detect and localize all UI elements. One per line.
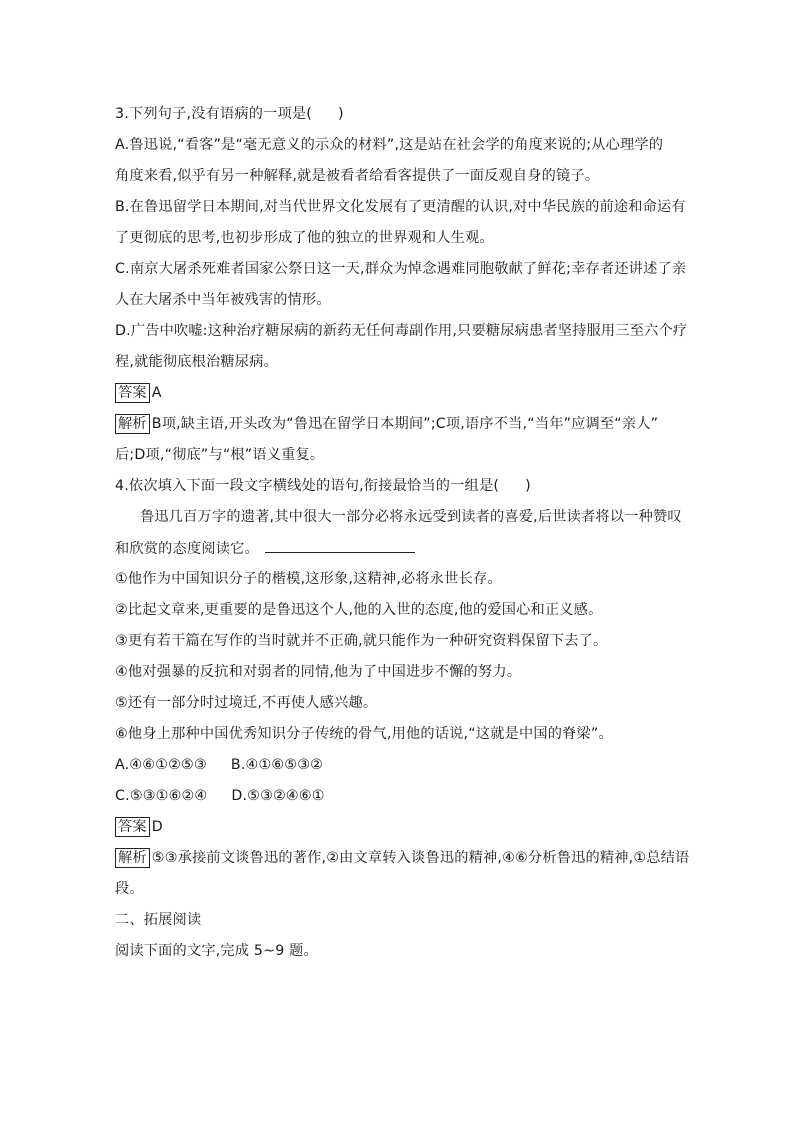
q3-option-a-line2: 角度来看,似乎有另一种解释,就是被看者给看客提供了一面反观自身的镜子。 [115,168,600,184]
q3-option-b-line2: 了更彻底的思考,也初步形成了他的独立的世界观和人生观。 [115,230,494,246]
q3-option-d-line1: D.广告中吹嘘:这种治疗糖尿病的新药无任何毒副作用,只要糖尿病患者坚持服用三至六个疗 [115,323,688,339]
q4-option-c: C.⑤③①⑥②④ [115,788,208,804]
q4-options-ab [115,755,323,775]
q4-answer [115,817,163,837]
section-heading: 二、拓展阅读 [115,912,202,928]
q4-item-4: ④他对强暴的反抗和对弱者的同情,他为了中国进步不懈的努力。 [115,664,522,680]
q3-option-c-line2: 人在大屠杀中当年被残害的情形。 [115,292,331,308]
answer-value: D [151,819,163,835]
answer-value: A [151,385,162,401]
q3-stem: 3.下列句子,没有语病的一项是( ) [115,106,344,122]
q4-option-b: B.④①⑥⑤③② [230,757,324,773]
analysis-tag: 解析 [115,414,150,434]
q4-analysis-line1: 解析 ⑤③承接前文谈鲁迅的著作,②由文章转入谈鲁迅的精神,④⑥分析鲁迅的精神,①总结语 [115,848,689,868]
q3-option-c-line1: C.南京大屠杀死难者国家公祭日这一天,群众为悼念遇难同胞敬献了鲜花;幸存者还讲述了亲 [115,261,687,277]
q4-item-3: ③更有若干篇在写作的当时就并不正确,就只能作为一种研究资料保留下去了。 [115,633,608,649]
q4-item-1: ①他作为中国知识分子的楷模,这形象,这精神,必将永世长存。 [115,571,502,587]
q4-passage-line2: 和欣赏的态度阅读它。 [115,538,415,559]
fill-in-blank [265,538,415,553]
q3-option-d-line2: 程,就能彻底根治糖尿病。 [115,354,278,370]
q4-option-d: D.⑤③②④⑥① [231,788,325,804]
q3-analysis-line1: 解析 B项,缺主语,开头改为“鲁迅在留学日本期间”;C项,语序不当,“当年”应调至“亲人” [115,414,658,434]
q3-option-b-line1: B.在鲁迅留学日本期间,对当代世界文化发展有了更清醒的认识,对中华民族的前途和命运有 [115,199,686,215]
q4-item-5: ⑤还有一部分时过境迁,不再使人感兴趣。 [115,695,378,711]
q3-answer [115,383,162,403]
answer-tag: 答案 [115,817,150,837]
q3-analysis-line2: 后;D项,“彻底”与“根”语义重复。 [115,447,325,463]
q4-option-a: A.④⑥①②⑤③ [115,757,207,773]
section-instruction: 阅读下面的文字,完成 5~9 题。 [115,943,318,959]
q4-passage-line1: 鲁迅几百万字的遗著,其中很大一部分必将永远受到读者的喜爱,后世读者将以一种赞叹 [140,509,682,525]
q4-item-2: ②比起文章来,更重要的是鲁迅这个人,他的入世的态度,他的爱国心和正义感。 [115,602,603,618]
q3-option-a-line1: A.鲁迅说,“看客”是“毫无意义的示众的材料”,这是站在社会学的角度来说的;从心理学的 [115,137,664,153]
q4-item-6: ⑥他身上那种中国优秀知识分子传统的骨气,用他的话说,“这就是中国的脊梁”。 [115,726,613,742]
analysis-tag: 解析 [115,848,150,868]
q4-stem: 4.依次填入下面一段文字横线处的语句,衔接最恰当的一组是( ) [115,478,531,494]
answer-tag: 答案 [115,383,150,403]
q4-options-cd [115,786,325,806]
q4-analysis-line2: 段。 [115,881,144,897]
